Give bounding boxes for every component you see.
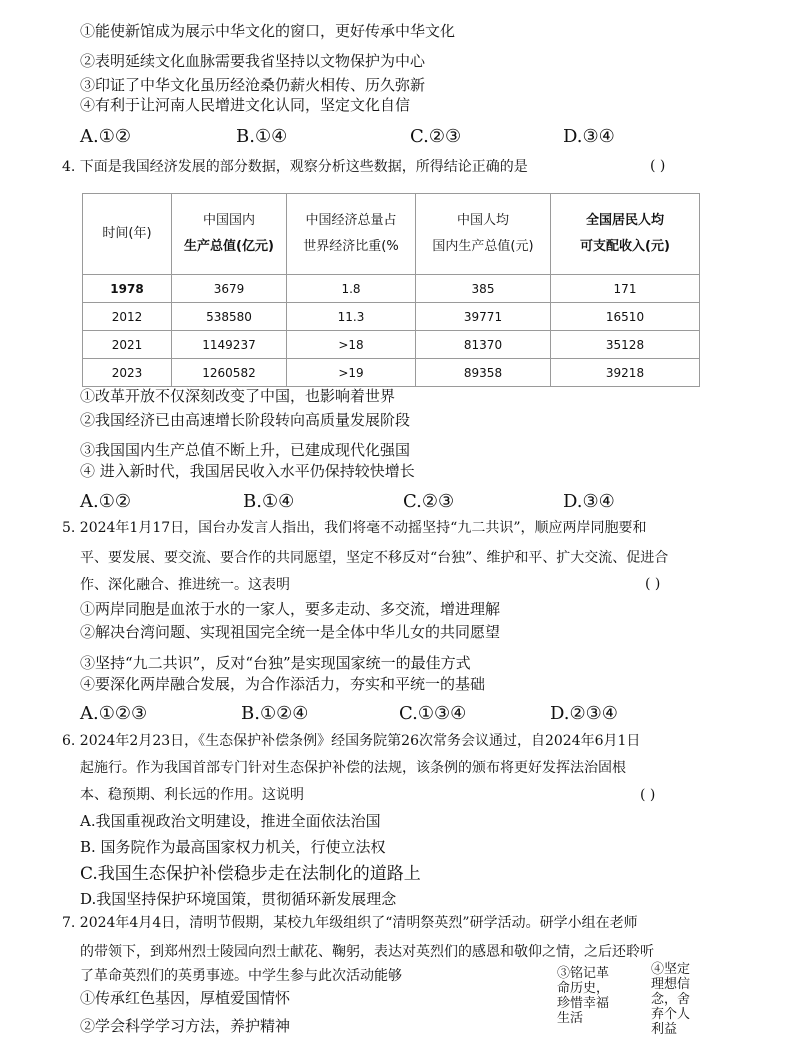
- q4-answer-paren: ( ): [650, 158, 666, 174]
- q4-option-a: A.①②: [80, 491, 131, 512]
- q3-option-b: B.①④: [236, 126, 288, 147]
- q5-statement-1: ①两岸同胞是血浓于水的一家人，要多走动、多交流，增进理解: [80, 600, 501, 618]
- table-cell: 1.8: [287, 275, 416, 303]
- header-year: 时间(年): [83, 194, 172, 275]
- q5-statement-4: ④要深化两岸融合发展，为合作添活力，夯实和平统一的基础: [80, 675, 486, 693]
- table-cell: 39218: [551, 359, 700, 387]
- q5-line-2: 平、要发展、要交流、要合作的共同愿望，坚定不移反对“台独”、维护和平、扩大交流、促进合: [80, 550, 669, 566]
- q3-option-d: D.③④: [563, 126, 615, 147]
- table-cell: 1978: [83, 275, 172, 303]
- q6-option-c: C.我国生态保护补偿稳步走在法制化的道路上: [80, 864, 421, 884]
- q4-statement-4: ④ 进入新时代，我国居民收入水平仍保持较快增长: [80, 462, 415, 480]
- q6-option-a: A.我国重视政治文明建设，推进全面依法治国: [80, 812, 381, 830]
- q4-option-c: C.②③: [403, 491, 455, 512]
- table-row: [83, 275, 700, 303]
- q5-option-d: D.②③④: [550, 703, 618, 724]
- q6-option-b: B. 国务院作为最高国家权力机关，行使立法权: [80, 838, 386, 856]
- table-cell: 538580: [172, 303, 287, 331]
- q5-line-1: 5. 2024年1月17日，国台办发言人指出，我们将毫不动摇坚持“九二共识”，顺应两岸同胞要和: [62, 520, 647, 536]
- table-cell: 171: [551, 275, 700, 303]
- table-row: [83, 303, 700, 331]
- q7-statement-1: ①传承红色基因，厚植爱国情怀: [80, 989, 291, 1007]
- q7-statement-3-side: ③铭记革命历史，珍惜幸福生活: [557, 966, 610, 1026]
- table-cell: 2012: [83, 303, 172, 331]
- table-cell: 1149237: [172, 331, 287, 359]
- q5-statement-2: ②解决台湾问题、实现祖国完全统一是全体中华儿女的共同愿望: [80, 623, 501, 641]
- q6-answer-paren: ( ): [640, 787, 656, 803]
- header-gdp-per-capita: 中国人均 国内生产总值(元): [416, 194, 551, 275]
- q6-line-2: 起施行。作为我国首部专门针对生态保护补偿的法规，该条例的颁布将更好发挥法治固根: [80, 760, 626, 776]
- q5-option-c: C.①③④: [399, 703, 467, 724]
- q4-option-d: D.③④: [563, 491, 615, 512]
- table-cell: 2023: [83, 359, 172, 387]
- q7-line-2: 的带领下，到郑州烈士陵园向烈士献花、鞠躬，表达对英烈们的感恩和敬仰之情，之后还聆听: [80, 944, 654, 960]
- header-gdp: 中国国内 生产总值(亿元): [172, 194, 287, 275]
- q3-statement-2: ②表明延续文化血脉需要我省坚持以文物保护为中心: [80, 52, 426, 70]
- table-cell: >18: [287, 331, 416, 359]
- table-cell: 35128: [551, 331, 700, 359]
- table-header-row: [83, 194, 700, 275]
- q5-line-3: 作、深化融合、推进统一。这表明: [80, 577, 290, 593]
- q3-statement-3: ③印证了中华文化虽历经沧桑仍薪火相传、历久弥新: [80, 76, 426, 94]
- q5-answer-paren: ( ): [645, 576, 661, 592]
- q6-line-3: 本、稳预期、利长远的作用。这说明: [80, 787, 304, 803]
- q6-line-1: 6. 2024年2月23日，《生态保护补偿条例》经国务院第26次常务会议通过，自2024年6月1日: [62, 733, 641, 749]
- economy-data-table: [82, 193, 700, 387]
- header-disposable-income: 全国居民人均 可支配收入(元): [551, 194, 700, 275]
- table-cell: 81370: [416, 331, 551, 359]
- header-world-share: 中国经济总量占 世界经济比重(%: [287, 194, 416, 275]
- q6-option-d: D.我国坚持保护环境国策，贯彻循环新发展理念: [80, 890, 397, 908]
- q3-statement-4: ④有利于让河南人民增进文化认同，坚定文化自信: [80, 96, 411, 114]
- q4-question: 4. 下面是我国经济发展的部分数据，观察分析这些数据，所得结论正确的是: [62, 159, 528, 175]
- table-cell: >19: [287, 359, 416, 387]
- table-cell: 39771: [416, 303, 551, 331]
- q4-option-b: B.①④: [243, 491, 295, 512]
- q3-option-a: A.①②: [80, 126, 131, 147]
- q7-line-1: 7. 2024年4月4日，清明节假期，某校九年级组织了“清明祭英烈”研学活动。研学小组在老师: [62, 915, 638, 931]
- table-cell: 1260582: [172, 359, 287, 387]
- q5-statement-3: ③坚持“九二共识”，反对“台独”是实现国家统一的最佳方式: [80, 654, 471, 672]
- q3-option-c: C.②③: [410, 126, 462, 147]
- q7-statement-4-side: ④坚定理想信念，舍弃个人利益: [651, 962, 691, 1037]
- q3-statement-1: ①能使新馆成为展示中华文化的窗口，更好传承中华文化: [80, 22, 456, 40]
- q4-statement-1: ①改革开放不仅深刻改变了中国，也影响着世界: [80, 387, 396, 405]
- q7-statement-2: ②学会科学学习方法，养护精神: [80, 1017, 291, 1035]
- table-cell: 2021: [83, 331, 172, 359]
- table-cell: 385: [416, 275, 551, 303]
- table-cell: 16510: [551, 303, 700, 331]
- q4-statement-3: ③我国国内生产总值不断上升，已建成现代化强国: [80, 441, 411, 459]
- q7-line-3: 了革命英烈们的英勇事迹。中学生参与此次活动能够: [80, 968, 402, 984]
- table-row: [83, 331, 700, 359]
- table-cell: 89358: [416, 359, 551, 387]
- q4-statement-2: ②我国经济已由高速增长阶段转向高质量发展阶段: [80, 411, 411, 429]
- table-row: [83, 359, 700, 387]
- table-cell: 11.3: [287, 303, 416, 331]
- table-cell: 3679: [172, 275, 287, 303]
- q5-option-a: A.①②③: [80, 703, 148, 724]
- q5-option-b: B.①②④: [241, 703, 309, 724]
